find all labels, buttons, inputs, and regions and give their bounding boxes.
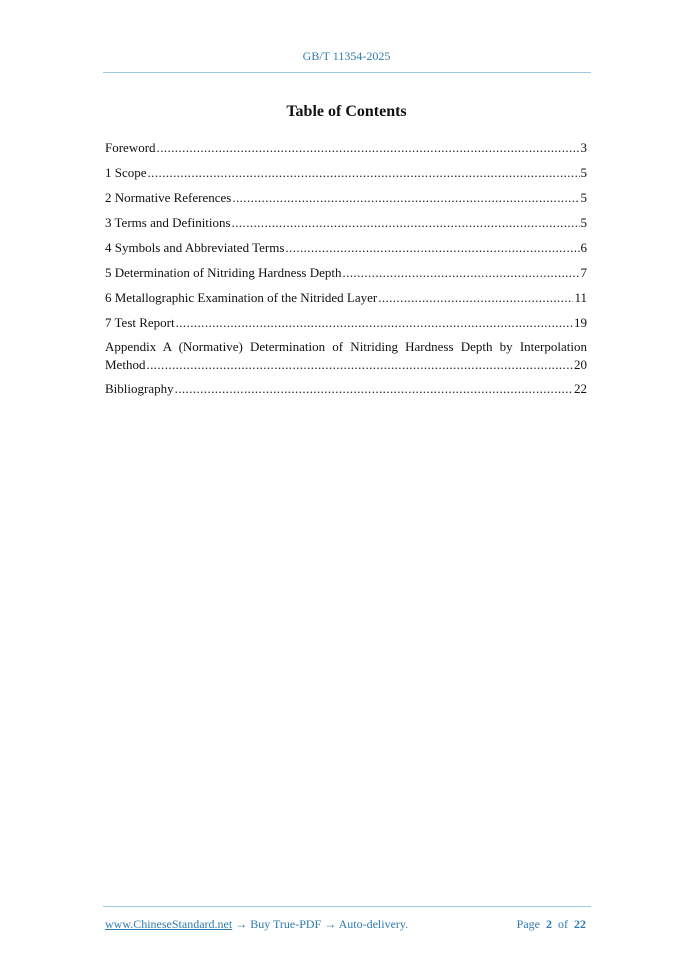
toc-title: Table of Contents (286, 103, 407, 120)
table-of-contents (105, 138, 587, 404)
dot-leader (285, 238, 579, 258)
toc-entry-page: 7 (580, 265, 587, 280)
toc-entry-page: 6 (580, 240, 587, 255)
toc-entry-foreword[interactable] (105, 138, 587, 163)
toc-entry-label: 5 Determination of Nitriding Hardness Depth (105, 265, 342, 280)
toc-entry-label: 6 Metallographic Examination of the Nitrided Layer (105, 290, 378, 305)
toc-entry-label: 7 Test Report (105, 315, 175, 330)
page-indicator (517, 917, 586, 932)
document-header-code: GB/T 11354-2025 (302, 49, 391, 63)
toc-entry-label: 1 Scope (105, 165, 147, 180)
toc-entry-bibliography[interactable] (105, 379, 587, 404)
dot-leader (232, 213, 580, 233)
arrow-right-icon: → (235, 917, 248, 931)
toc-entry-page: 3 (580, 140, 587, 155)
page-word: Page (516, 917, 540, 931)
toc-entry-symbols[interactable] (105, 238, 587, 263)
header-divider (103, 72, 591, 73)
toc-entry-label: Appendix A (Normative) Determination of Nitriding Hardness Depth by Interpolation (105, 339, 587, 354)
toc-entry-page: 5 (580, 165, 587, 180)
toc-entry-metallographic[interactable] (105, 288, 587, 313)
toc-entry-page: 5 (580, 190, 587, 205)
current-page-number: 2 (546, 917, 552, 931)
toc-entry-terms-definitions[interactable] (105, 213, 587, 238)
toc-entry-label: 4 Symbols and Abbreviated Terms (105, 240, 285, 255)
buy-text: Buy True-PDF (250, 917, 322, 931)
toc-entry-page: 11 (574, 290, 587, 305)
of-word: of (558, 917, 568, 931)
delivery-text: Auto-delivery. (338, 917, 409, 931)
total-pages-number: 22 (574, 917, 586, 931)
arrow-right-icon: → (324, 917, 337, 931)
toc-entry-label: Foreword (105, 140, 156, 155)
dot-leader (175, 379, 573, 399)
toc-entry-normative-references[interactable] (105, 188, 587, 213)
dot-leader (157, 138, 580, 158)
toc-entry-test-report[interactable] (105, 313, 587, 338)
website-link[interactable]: www.ChineseStandard.net (105, 917, 233, 931)
dot-leader (176, 313, 573, 333)
toc-entry-label: 3 Terms and Definitions (105, 215, 231, 230)
dot-leader (378, 288, 573, 308)
toc-entry-label: Bibliography (105, 381, 174, 396)
dot-leader (232, 188, 579, 208)
dot-leader (148, 163, 580, 183)
dot-leader (342, 263, 579, 283)
toc-entry-label-continued: Method (105, 357, 146, 372)
footer-divider (103, 906, 591, 907)
toc-entry-page: 19 (574, 315, 587, 330)
toc-entry-page: 5 (580, 215, 587, 230)
toc-entry-appendix-a[interactable] (105, 338, 587, 374)
toc-entry-label: 2 Normative References (105, 190, 232, 205)
toc-entry-page: 20 (574, 357, 587, 372)
page-footer (105, 917, 586, 932)
dot-leader (146, 356, 573, 374)
footer-promo (105, 917, 408, 932)
toc-entry-hardness-depth[interactable] (105, 263, 587, 288)
toc-entry-scope[interactable] (105, 163, 587, 188)
toc-entry-page: 22 (574, 381, 587, 396)
